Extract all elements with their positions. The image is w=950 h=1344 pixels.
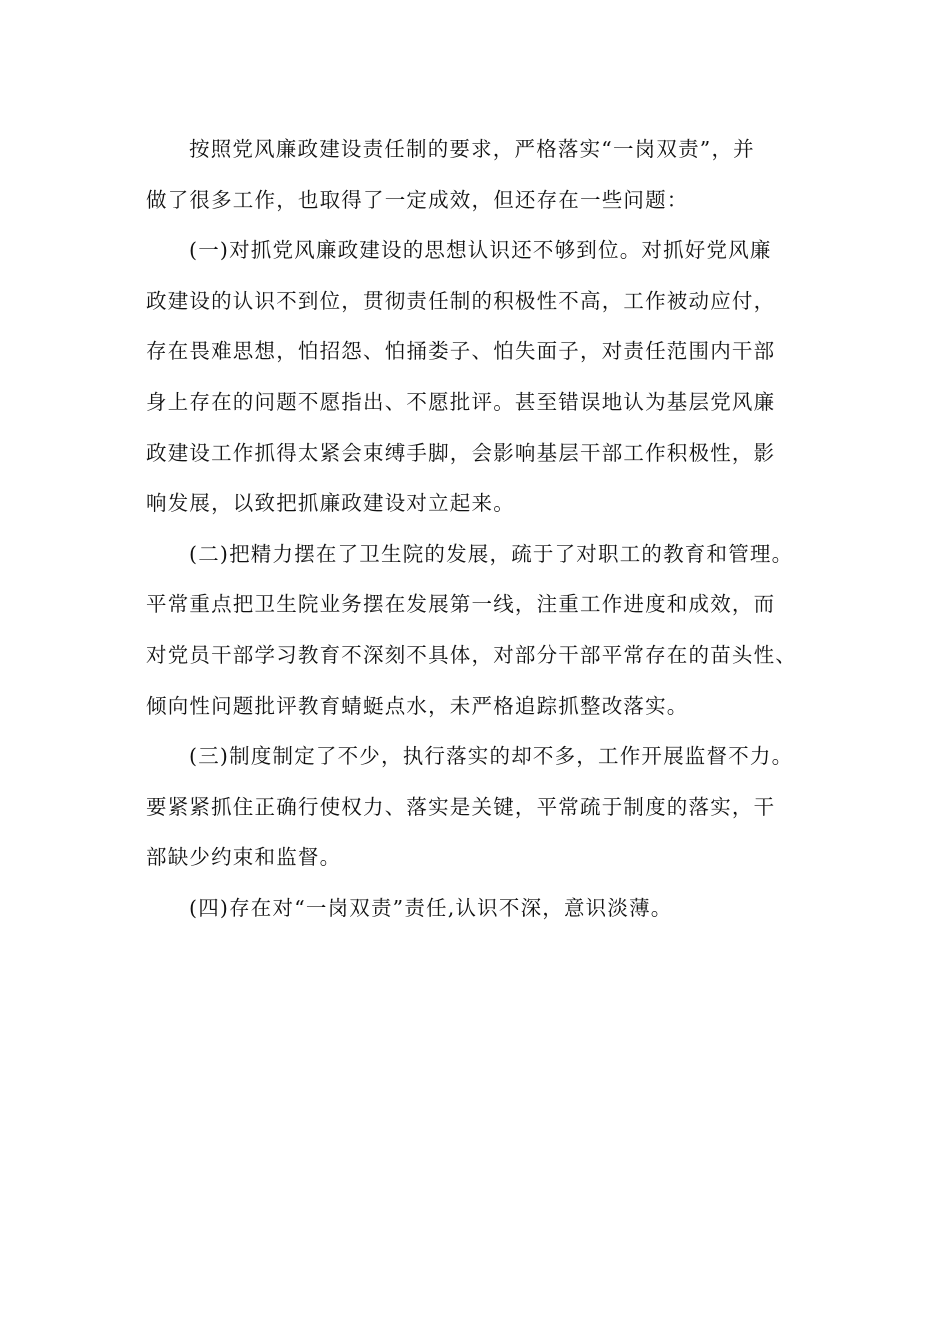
text-line: 存在畏难思想，怕招怨、怕捅娄子、怕失面子，对责任范围内干部 xyxy=(146,339,776,364)
text-line: 平常重点把卫生院业务摆在发展第一线，注重工作进度和成效，而 xyxy=(146,592,776,617)
text-line: 政建设工作抓得太紧会束缚手脚，会影响基层干部工作积极性，影 xyxy=(146,440,776,465)
paragraph-item-3 xyxy=(146,731,810,883)
document-body xyxy=(146,124,810,934)
paragraph-item-2 xyxy=(146,529,810,731)
paragraph-item-1 xyxy=(146,225,810,529)
text-line: (二)把精力摆在了卫生院的发展，疏于了对职工的教育和管理。 xyxy=(189,541,794,566)
text-line: 对党员干部学习教育不深刻不具体，对部分干部平常存在的苗头性、 xyxy=(146,642,797,667)
text-line: (四)存在对“一岗双责”责任,认识不深，意识淡薄。 xyxy=(189,895,673,920)
text-line: 按照党风廉政建设责任制的要求，严格落实“一岗双责”，并 xyxy=(189,137,755,161)
text-line: 政建设的认识不到位，贯彻责任制的积极性不高，工作被动应付， xyxy=(146,288,776,313)
text-line: 身上存在的问题不愿指出、不愿批评。甚至错误地认为基层党风廉 xyxy=(146,389,776,414)
text-line: 部缺少约束和监督。 xyxy=(146,845,342,870)
text-line: (三)制度制定了不少，执行落实的却不多，工作开展监督不力。 xyxy=(189,744,794,769)
text-line: 要紧紧抓住正确行使权力、落实是关键，平常疏于制度的落实，干 xyxy=(146,794,776,819)
text-line: 响发展，以致把抓廉政建设对立起来。 xyxy=(146,491,515,516)
text-line: (一)对抓党风廉政建设的思想认识还不够到位。对抓好党风廉 xyxy=(189,238,772,263)
paragraph-intro xyxy=(146,124,810,225)
text-line: 做了很多工作，也取得了一定成效，但还存在一些问题： xyxy=(146,187,689,212)
paragraph-item-4 xyxy=(146,883,810,934)
text-line: 倾向性问题批评教育蜻蜓点水，未严格追踪抓整改落实。 xyxy=(146,693,689,718)
